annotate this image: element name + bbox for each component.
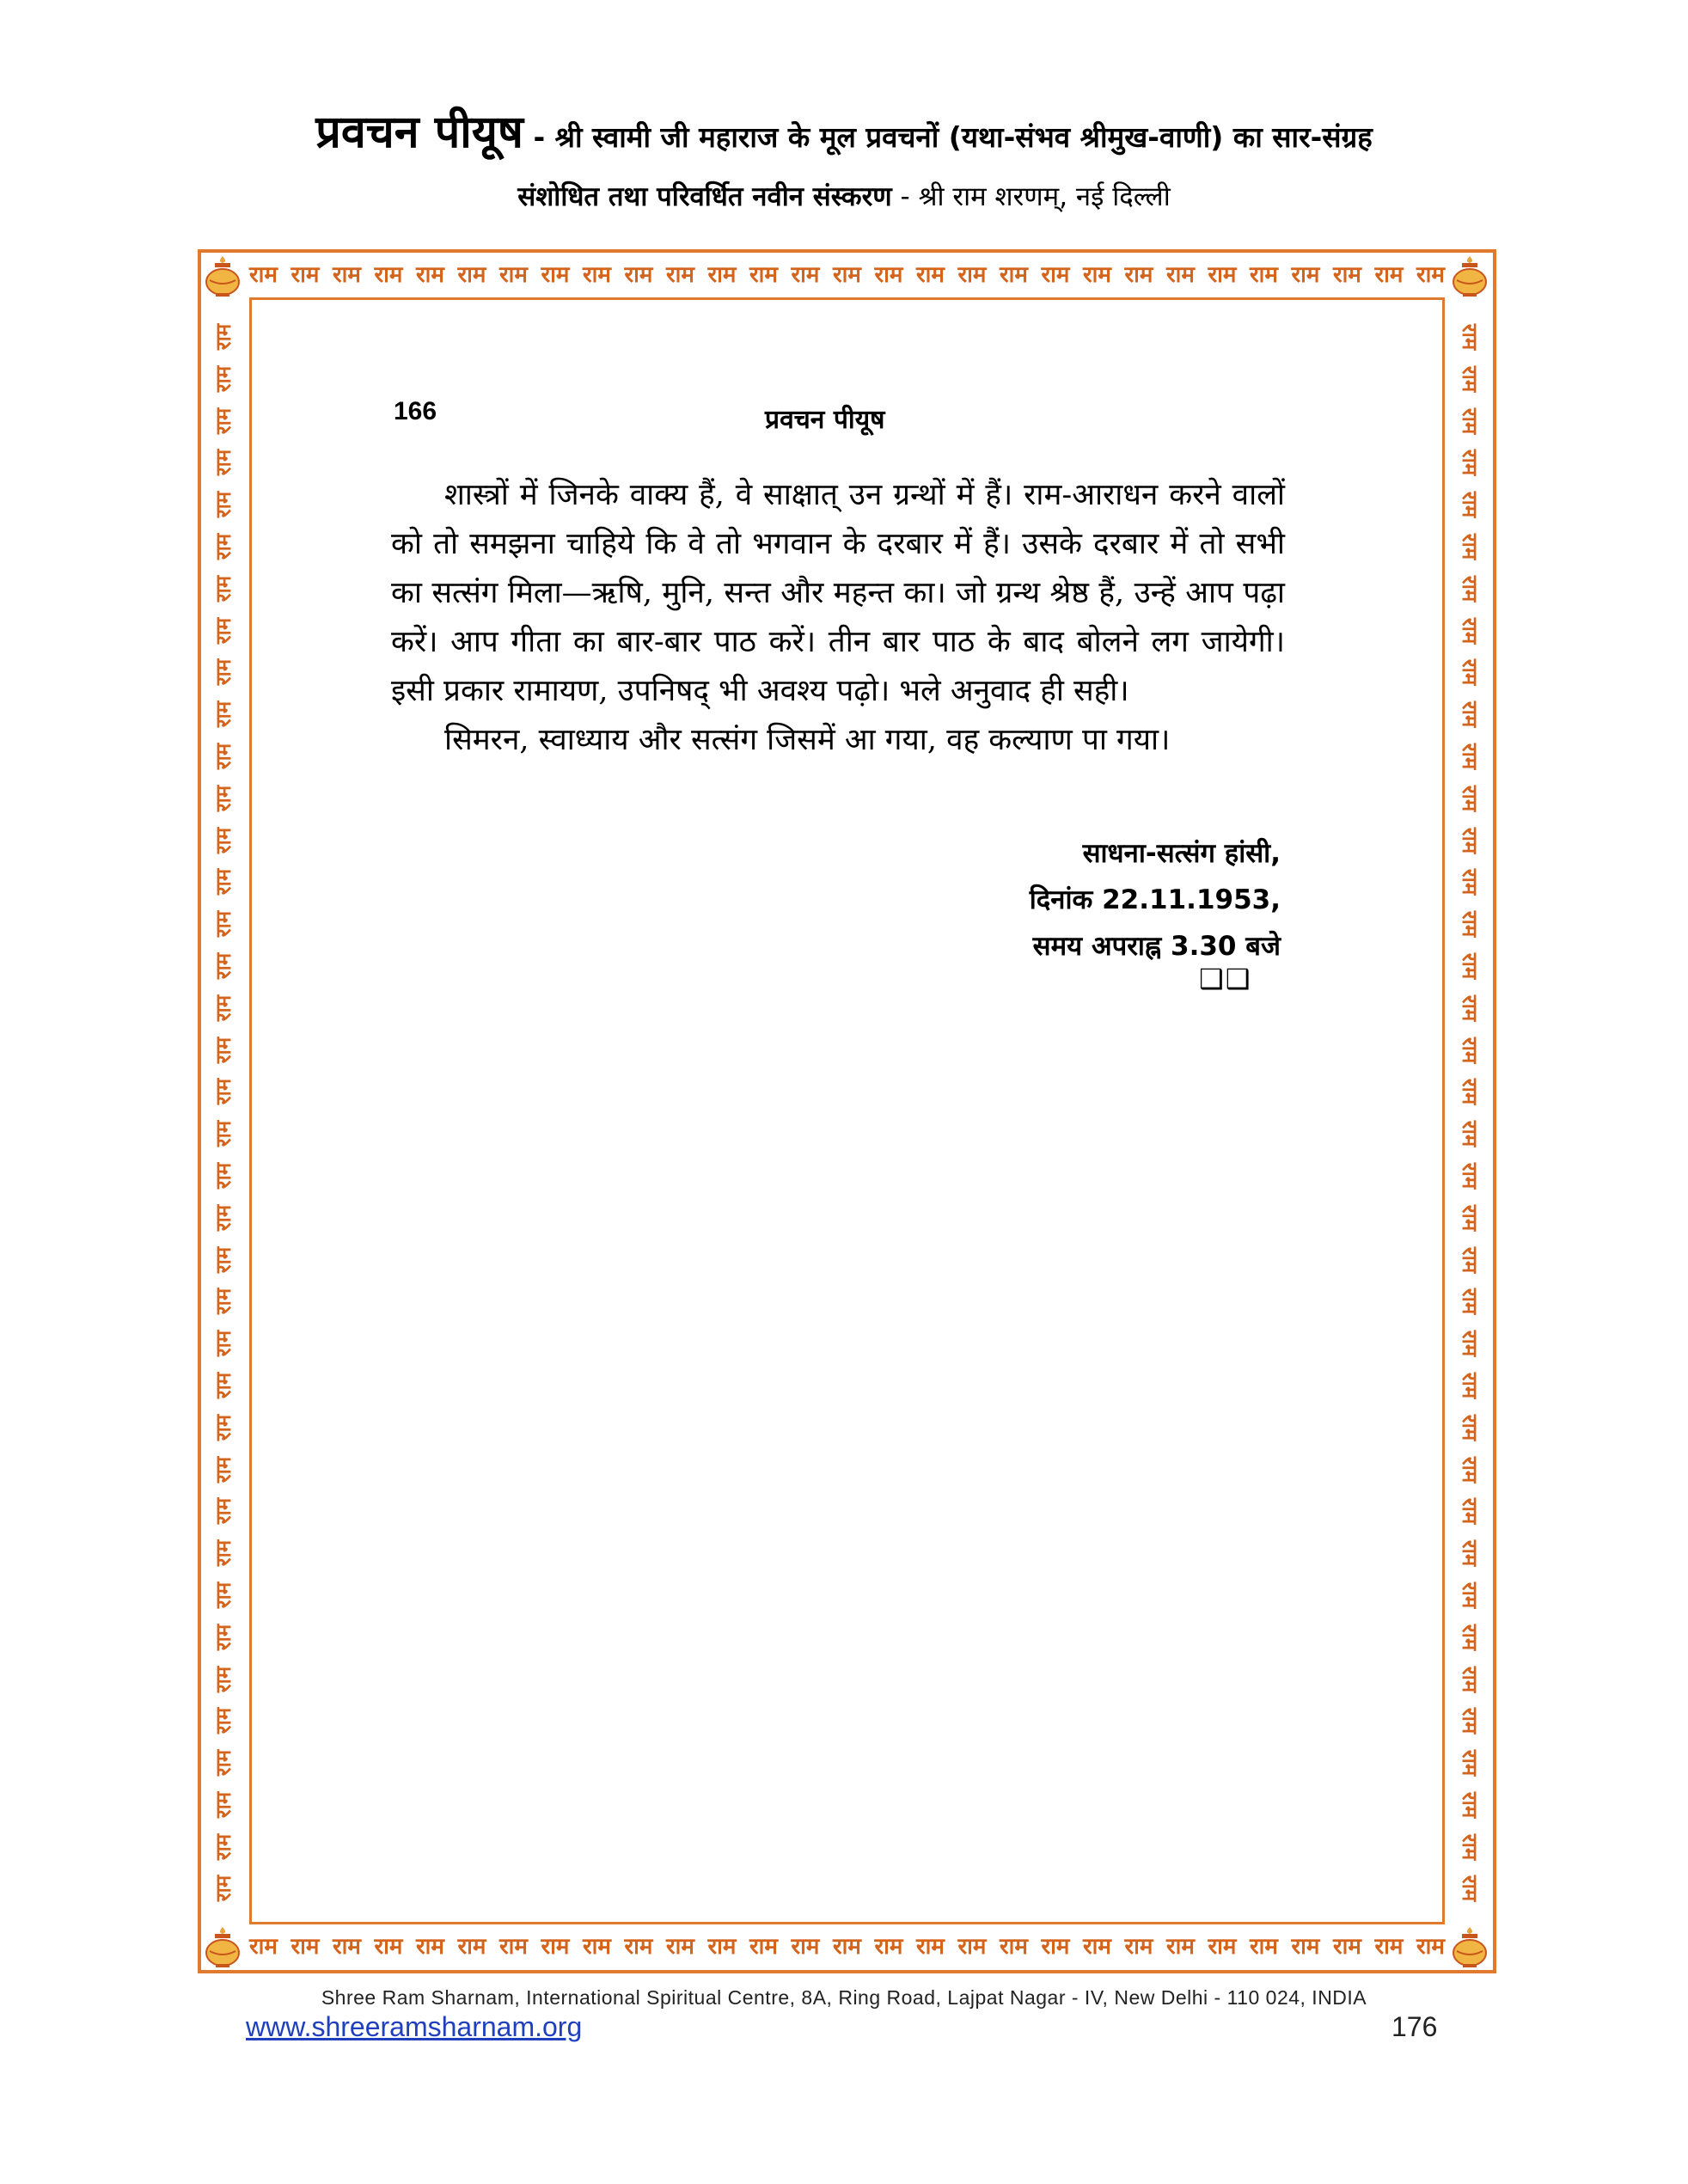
ram-border-right [1453, 323, 1487, 1902]
ram-word: राम [1457, 910, 1482, 938]
ram-word: राम [211, 617, 235, 644]
ram-word: राम [249, 262, 278, 288]
ram-word: राम [416, 262, 444, 288]
edition-line [0, 181, 1688, 212]
ram-border-top [249, 258, 1445, 292]
ram-word: राम [457, 262, 486, 288]
edition-publisher: - श्री राम शरणम्, नई दिल्ली [891, 181, 1171, 212]
ram-word: राम [1457, 1120, 1482, 1147]
ram-border-bottom [249, 1930, 1445, 1964]
ram-word: राम [1333, 1934, 1361, 1960]
signature-block [774, 830, 1281, 970]
ram-word: राम [1457, 1456, 1482, 1483]
ram-word: राम [707, 1934, 737, 1960]
ram-word: राम [211, 1581, 235, 1609]
ram-word: राम [211, 1624, 235, 1650]
ram-word: राम [1457, 407, 1482, 434]
ram-word: राम [1457, 1162, 1482, 1190]
edition-label: संशोधित तथा परिवर्धित नवीन संस्करण [517, 181, 892, 212]
running-head: प्रवचन पीयूष [765, 405, 885, 435]
ram-word: राम [249, 1934, 278, 1960]
ram-word: राम [916, 262, 945, 288]
ram-word: राम [1457, 1372, 1482, 1399]
ram-word: राम [211, 323, 235, 351]
ram-word: राम [211, 575, 235, 602]
ram-word: राम [1457, 575, 1482, 602]
ram-word: राम [749, 1934, 778, 1960]
ram-word: राम [1291, 262, 1320, 288]
ram-word: राम [211, 785, 235, 811]
ram-word: राम [211, 1288, 235, 1315]
ram-word: राम [211, 659, 235, 686]
ram-word: राम [211, 1666, 235, 1692]
ram-word: राम [457, 1934, 486, 1960]
ram-word: राम [333, 1934, 361, 1960]
ram-word: राम [957, 1934, 987, 1960]
pdf-page-number: 176 [1391, 2011, 1438, 2042]
ram-word: राम [1124, 262, 1153, 288]
footer-address: Shree Ram Sharnam, International Spiritual Centre, 8A, Ring Road, Lajpat Nagar - IV, New Delhi - 110 024, INDIA [321, 1986, 1367, 2009]
ram-word: राम [211, 1456, 235, 1483]
ram-word: राम [916, 1934, 945, 1960]
ram-word: राम [1250, 262, 1278, 288]
ram-word: राम [374, 1934, 403, 1960]
ram-word: राम [211, 1749, 235, 1777]
ram-word: राम [211, 1414, 235, 1441]
kalash-icon [1450, 1925, 1489, 1968]
ram-word: राम [211, 869, 235, 896]
ram-word: राम [291, 1934, 320, 1960]
ram-word: राम [541, 1934, 570, 1960]
book-page-number: 166 [394, 397, 437, 425]
ram-word: राम [211, 743, 235, 770]
ram-word: राम [583, 262, 611, 288]
ram-word: राम [1374, 1934, 1404, 1960]
ram-word: राम [211, 1330, 235, 1357]
ram-border-left [206, 323, 241, 1902]
ram-word: राम [211, 1498, 235, 1525]
ram-word: राम [211, 407, 235, 434]
ram-word: राम [833, 262, 861, 288]
ram-word: राम [211, 491, 235, 518]
ram-word: राम [624, 262, 653, 288]
ram-word: राम [707, 262, 737, 288]
ram-word: राम [211, 700, 235, 728]
ram-word: राम [749, 262, 778, 288]
ram-word: राम [1457, 659, 1482, 686]
kalash-icon [203, 1925, 242, 1968]
signature-place: साधना-सत्संग हांसी, [1082, 838, 1281, 869]
ram-word: राम [1457, 491, 1482, 518]
ram-word: राम [211, 1204, 235, 1231]
ram-word: राम [1457, 1330, 1482, 1357]
ram-word: राम [1457, 1833, 1482, 1860]
ram-word: राम [1457, 1791, 1482, 1819]
signature-date: दिनांक 22.11.1953, [1029, 884, 1281, 915]
ram-word: राम [1083, 262, 1111, 288]
ram-word: राम [211, 1079, 235, 1105]
ram-word: राम [333, 262, 361, 288]
ram-word: राम [1457, 323, 1482, 351]
ram-word: राम [211, 1833, 235, 1860]
website-link[interactable]: www.shreeramsharnam.org [246, 2011, 583, 2042]
ram-word: राम [1208, 1934, 1237, 1960]
ram-word: राम [211, 910, 235, 938]
ram-word: राम [1457, 994, 1482, 1021]
ram-word: राम [1416, 262, 1445, 288]
ram-word: राम [874, 262, 903, 288]
ram-word: राम [1374, 262, 1404, 288]
body-text [391, 471, 1285, 765]
ram-word: राम [1166, 262, 1195, 288]
ram-word: राम [833, 1934, 861, 1960]
signature-time: समय अपराह्न 3.30 बजे [1032, 931, 1281, 962]
ram-word: राम [1457, 617, 1482, 644]
ram-word: राम [211, 827, 235, 853]
ram-word: राम [1250, 1934, 1278, 1960]
ram-word: राम [1457, 743, 1482, 770]
ram-word: राम [211, 1246, 235, 1273]
ram-word: राम [1457, 1708, 1482, 1734]
ram-word: राम [1208, 262, 1237, 288]
ram-word: राम [1457, 1498, 1482, 1525]
ram-word: राम [211, 1372, 235, 1399]
ram-word: राम [541, 262, 570, 288]
ram-word: राम [874, 1934, 903, 1960]
ram-word: राम [791, 262, 820, 288]
ram-word: राम [1457, 1079, 1482, 1105]
ram-word: राम [211, 1708, 235, 1734]
ram-word: राम [666, 1934, 694, 1960]
ram-word: राम [1041, 1934, 1070, 1960]
ram-word: राम [1124, 1934, 1153, 1960]
ram-word: राम [1457, 700, 1482, 728]
ram-word: राम [583, 1934, 611, 1960]
ram-word: राम [374, 262, 403, 288]
paragraph: सिमरन, स्वाध्याय और सत्संग जिसमें आ गया, वह कल्याण पा गया। [444, 723, 1171, 757]
ram-word: राम [1457, 827, 1482, 853]
ram-word: राम [211, 365, 235, 392]
ram-word: राम [1291, 1934, 1320, 1960]
ram-word: राम [211, 1539, 235, 1567]
ram-word: राम [957, 262, 987, 288]
ram-word: राम [624, 1934, 653, 1960]
end-mark-icon: ❑❑ [1199, 963, 1252, 995]
ram-word: राम [1457, 1414, 1482, 1441]
ram-word: राम [211, 1791, 235, 1819]
ram-word: राम [1457, 1581, 1482, 1609]
document-title [0, 107, 1688, 158]
ram-word: राम [211, 533, 235, 560]
ram-word: राम [1000, 262, 1028, 288]
ram-word: राम [1457, 1624, 1482, 1650]
ram-word: राम [499, 1934, 528, 1960]
ram-word: राम [211, 1162, 235, 1190]
ram-word: राम [1416, 1934, 1445, 1960]
ram-word: राम [1333, 262, 1361, 288]
kalash-icon [203, 254, 242, 297]
ram-word: राम [666, 262, 694, 288]
ram-word: राम [416, 1934, 444, 1960]
ram-word: राम [1083, 1934, 1111, 1960]
kalash-icon [1450, 254, 1489, 297]
ram-word: राम [1457, 1666, 1482, 1692]
ram-word: राम [1457, 533, 1482, 560]
ram-word: राम [211, 994, 235, 1021]
ram-word: राम [1457, 1875, 1482, 1902]
ram-word: राम [1457, 450, 1482, 476]
ram-word: राम [1457, 952, 1482, 980]
ram-word: राम [211, 1037, 235, 1063]
ram-word: राम [211, 1120, 235, 1147]
title-main: प्रवचन पीयूष [315, 107, 523, 158]
ram-word: राम [1041, 262, 1070, 288]
ram-word: राम [1457, 365, 1482, 392]
ram-word: राम [1457, 1037, 1482, 1063]
paragraph: शास्त्रों में जिनके वाक्य हैं, वे साक्षात् उन ग्रन्थों में हैं। राम-आराधन करने वालों को तो समझना चाहिये कि वे तो भगवान के दरबार में हैं। उसके दरबार में तो सभी का सत्संग मिला—ऋषि, मुनि, सन्त और महन्त का। जो ग्रन्थ श्रेष्ठ हैं, उन्हें आप पढ़ा करें। आप गीता का बार-बार पाठ करें। तीन बार पाठ के बाद बोलने लग जायेगी। इसी प्रकार रामायण, उपनिषद् भी अवश्य पढ़ो। भले अनुवाद ही सही। [391, 478, 1285, 708]
ram-word: राम [499, 262, 528, 288]
ram-word: राम [211, 450, 235, 476]
ram-word: राम [1457, 1749, 1482, 1777]
ram-word: राम [791, 1934, 820, 1960]
ram-word: राम [1457, 869, 1482, 896]
ram-word: राम [1457, 1539, 1482, 1567]
ram-word: राम [291, 262, 320, 288]
ram-word: राम [211, 1875, 235, 1902]
ram-word: राम [211, 952, 235, 980]
ram-word: राम [1457, 1204, 1482, 1231]
ram-word: राम [1000, 1934, 1028, 1960]
ram-word: राम [1457, 785, 1482, 811]
title-subtitle: - श्री स्वामी जी महाराज के मूल प्रवचनों (यथा-संभव श्रीमुख-वाणी) का सार-संग्रह [523, 120, 1373, 154]
ram-word: राम [1166, 1934, 1195, 1960]
ram-word: राम [1457, 1246, 1482, 1273]
ram-word: राम [1457, 1288, 1482, 1315]
